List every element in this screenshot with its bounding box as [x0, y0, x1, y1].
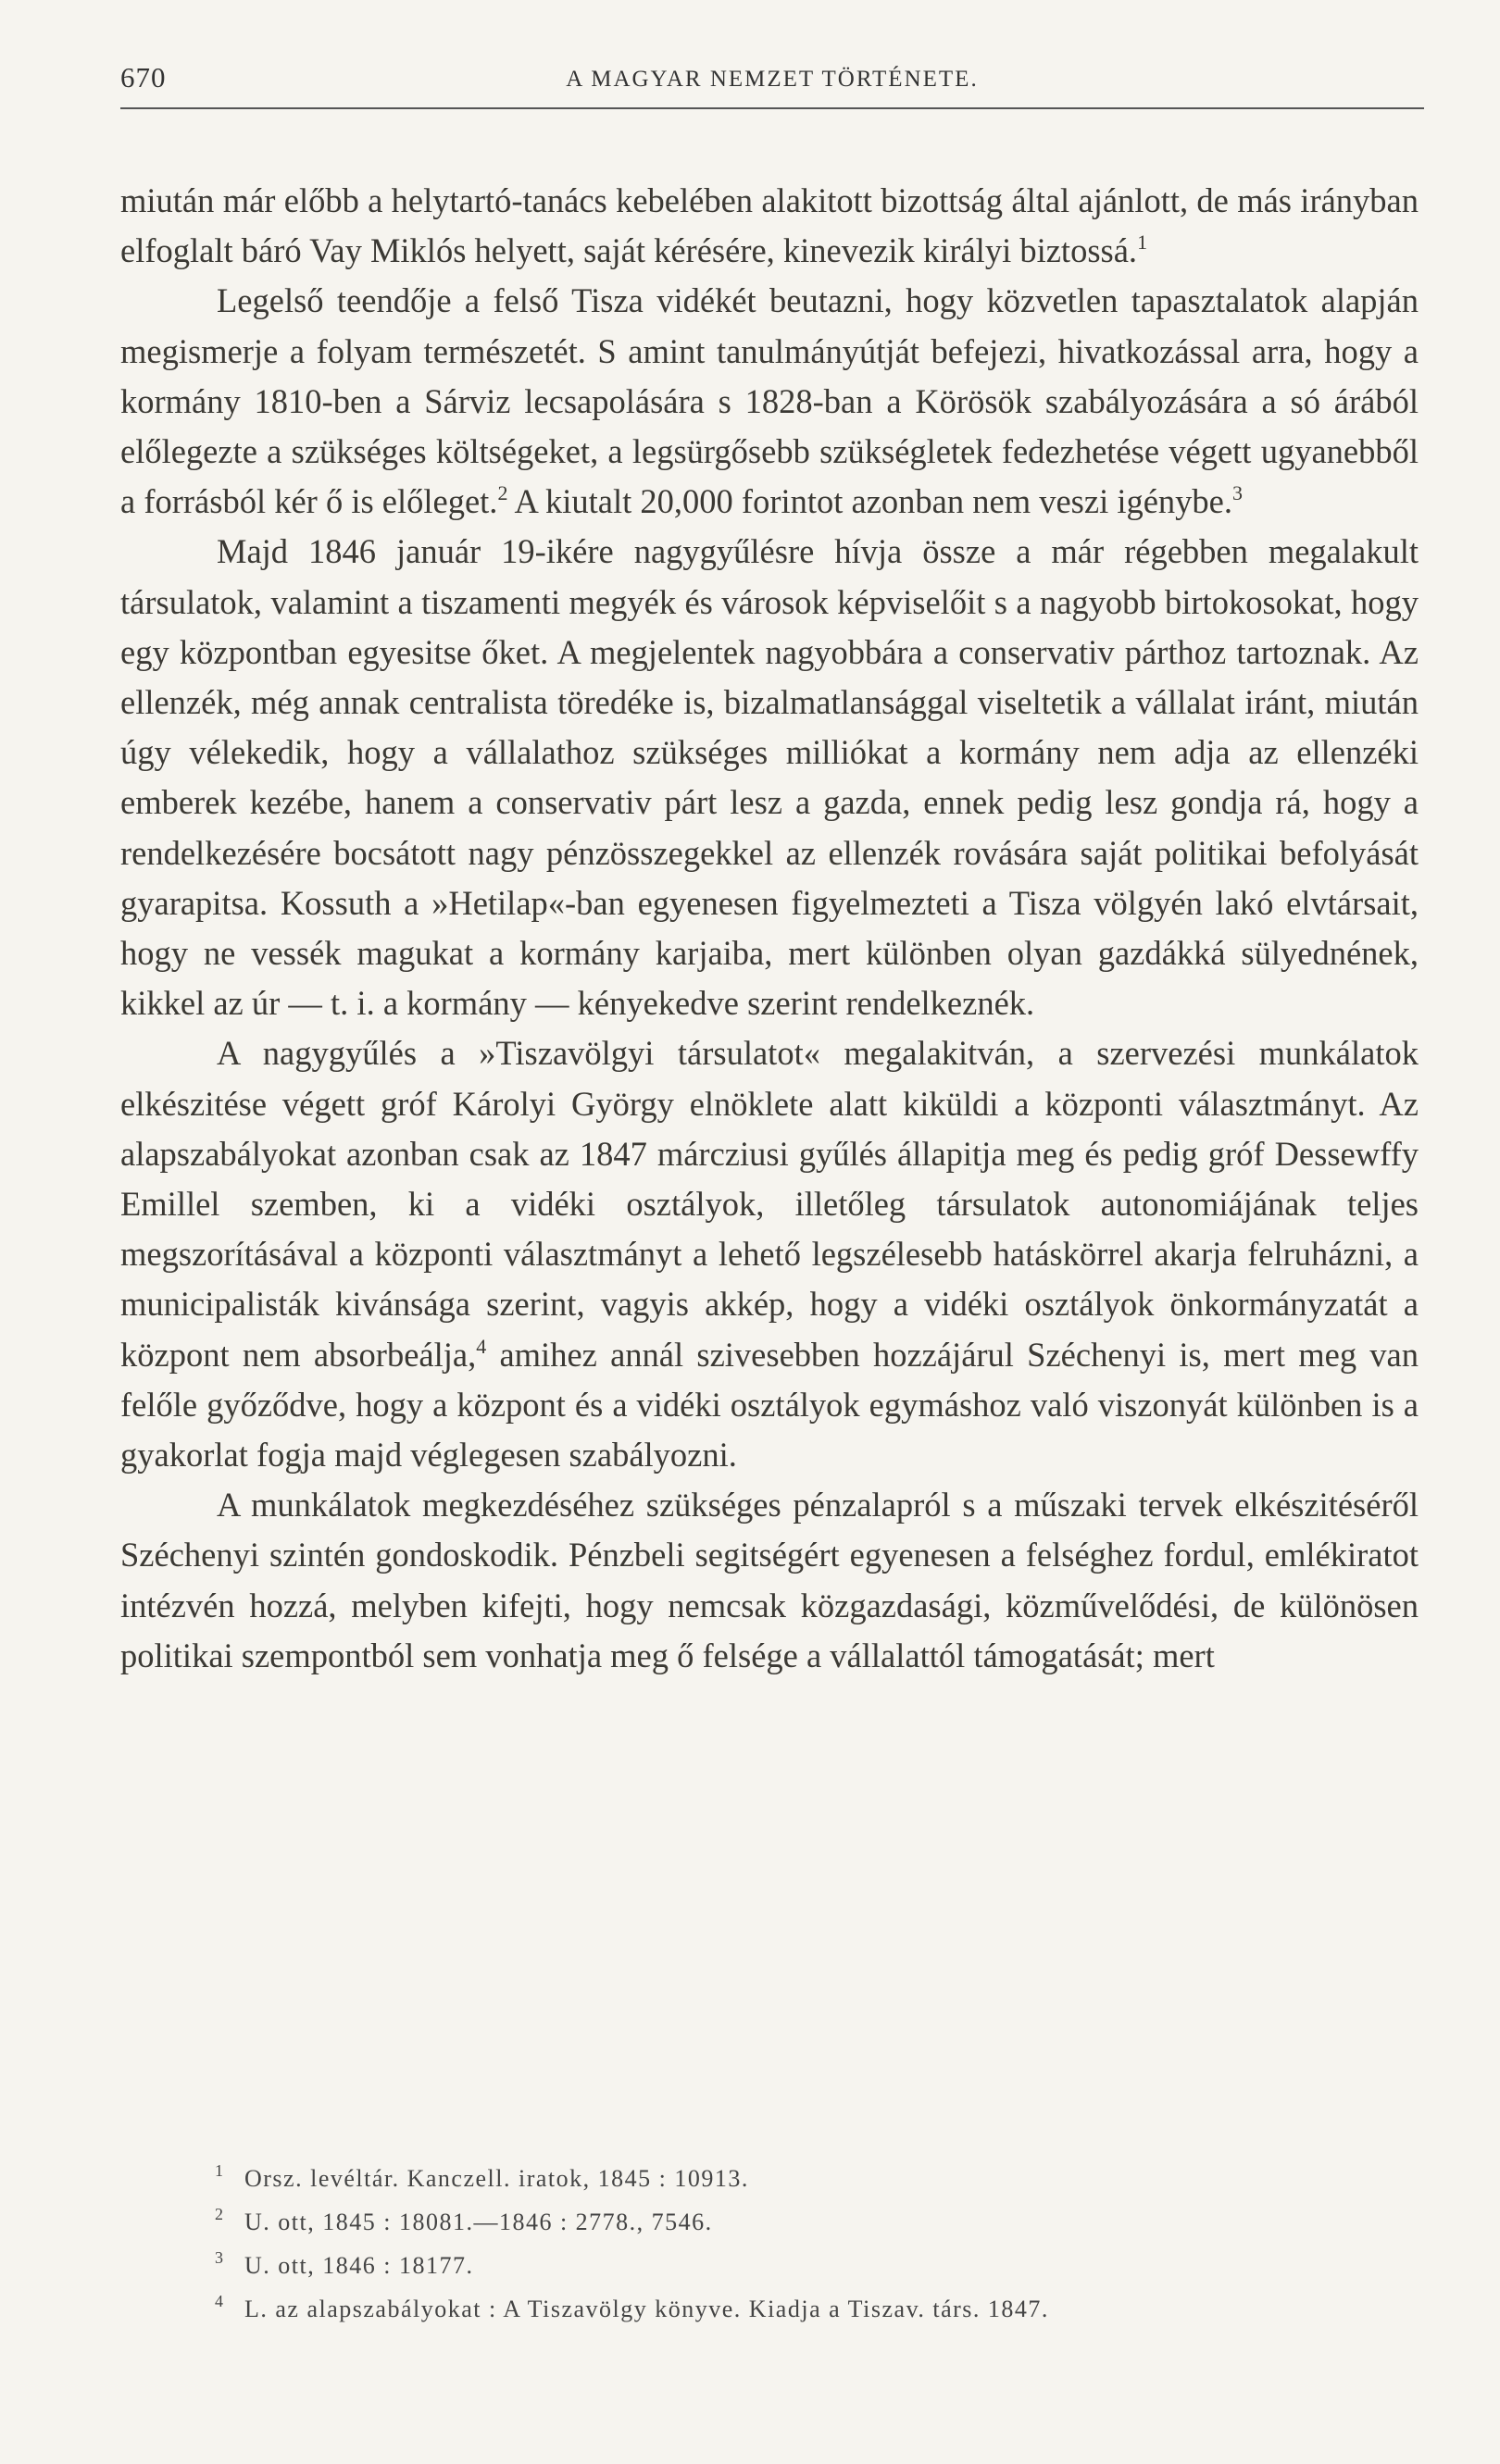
footnote-ref: 1 — [1137, 230, 1148, 255]
footnote — [215, 2200, 1419, 2244]
paragraph: miután már előbb a helytartó-tanács kebelében alakitott bizottság által ajánlott, de más irányban elfoglalt báró Vay Miklós helyett, saját kérésére, kinevezik királyi biztossá.$^1$ — [120, 181, 1419, 270]
footnote — [215, 2244, 1419, 2287]
running-title: A MAGYAR NEMZET TÖRTÉNETE. — [566, 67, 979, 92]
footnote-mark: 3 — [215, 2248, 225, 2267]
page-number: 670 — [120, 61, 167, 93]
footnote-ref: 3 — [1232, 481, 1243, 505]
footnote-mark: 2 — [215, 2205, 225, 2223]
footnotes — [215, 2157, 1419, 2331]
footnote-mark: 4 — [215, 2292, 225, 2310]
footnote-mark: 1 — [215, 2161, 225, 2180]
footnote — [215, 2157, 1419, 2200]
paragraph: Majd 1846 január 19-ikére nagygyűlésre hívja össze a már régebben megalakult társulatok, valamint a tiszamenti megyék és városok képviselőit s a nagyobb birtokosokat, hogy egy központban egyesitse őket. A megjelentek nagyobbára a conservativ párthoz tartoznak. Az ellenzék, még annak centralista töredéke is, bizalmatlansággal viseltetik a vállalat iránt, miután úgy vélekedik, hogy a vállalathoz szükséges milliókat a kormány nem adja az ellenzéki emberek kezébe, hanem a conservativ párt lesz a gazda, ennek pedig lesz gondja rá, hogy a rendelkezésére bocsátott nagy pénzösszegekkel az ellenzék rovására saját politikai befolyását gyarapitsa. Kossuth a »Hetilap«-ban egyenesen figyelmezteti a Tisza völgyén lakó elvtársait, hogy ne vessék magukat a kormány karjaiba, mert különben olyan gazdákká sülyednének, kikkel az úr — t. i. a kormány — kényekedve szerint rendelkeznék. — [120, 532, 1419, 1023]
paragraph: A nagygyűlés a »Tiszavölgyi társulatot« megalakitván, a szervezési munkálatok elkészitése végett gróf Károlyi György elnöklete alatt kiküldi a központi választmányt. Az alapszabályokat azonban csak az 1847 márcziusi gyűlés állapitja meg és pedig gróf Dessewffy Emillel szemben, ki a vidéki osztályok, illetőleg társulatok autonomiájának teljes megszorításával a központi választmányt a lehető legszélesebb hatáskörrel akarja felruházni, a municipalisták kivánsága szerint, vagyis akkép, hogy a vidéki osztályok önkormányzatát a központ nem absorbeálja,$^4$ amihez annál szivesebben hozzájárul Széchenyi is, mert meg van felőle győződve, hogy a központ és a vidéki osztályok egymáshoz való viszonyát különben is a gyakorlat fogja majd véglegesen szabályozni. — [120, 1034, 1419, 1475]
paragraph: Legelső teendője a felső Tisza vidékét beutazni, hogy közvetlen tapasztalatok alapján megismerje a folyam természetét. S amint tanulmányútját befejezi, hivatkozással arra, hogy a kormány 1810-ben a Sárviz lecsapolására s 1828-ban a Körösök szabályozására a só árából előlegezte a szükséges költségeket, a legsürgősebb szükségletek fedezhetése végett ugyanebből a forrásból kér ő is előleget.$^2$ A kiutalt 20,000 forintot azonban nem veszi igénybe.$^3$ — [120, 281, 1419, 521]
main-text — [120, 176, 1419, 1681]
footnote-text: Orsz. levéltár. Kanczell. iratok, 1845 : 10913. — [244, 2165, 749, 2192]
page-header — [120, 61, 1424, 109]
footnote — [215, 2287, 1419, 2331]
footnote-text: L. az alapszabályokat : A Tiszavölgy könyve. Kiadja a Tiszav. társ. 1847. — [244, 2296, 1049, 2322]
footnote-text: U. ott, 1845 : 18081.—1846 : 2778., 7546. — [244, 2209, 713, 2235]
footnote-text: U. ott, 1846 : 18177. — [244, 2252, 474, 2279]
footnote-ref: 4 — [476, 1334, 487, 1358]
paragraph: A munkálatok megkezdéséhez szükséges pénzalapról s a műszaki tervek elkészitéséről Széchenyi szintén gondoskodik. Pénzbeli segitségért egyenesen a felséghez fordul, emlékiratot intézvén hozzá, melyben kifejti, hogy nemcsak közgazdasági, közművelődési, de különösen politikai szempontból sem vonhatja meg ő felsége a vállalattól támogatását; mert — [120, 1486, 1419, 1674]
footnote-ref: 2 — [497, 481, 508, 505]
